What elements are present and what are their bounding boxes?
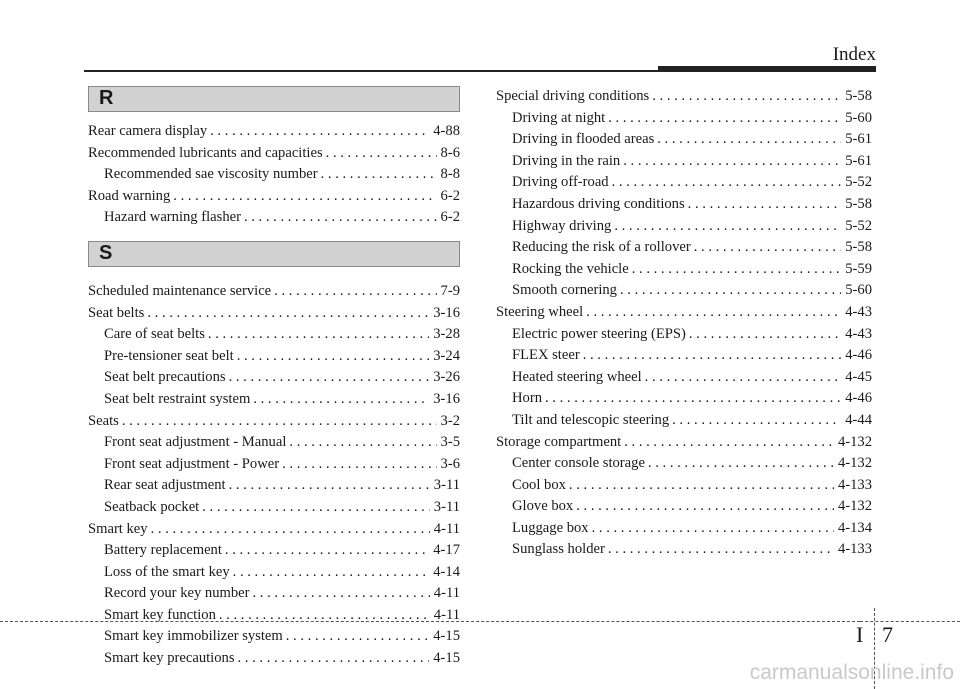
index-subentry xyxy=(88,648,460,670)
entry-label: Battery replacement xyxy=(104,542,222,559)
dot-leader xyxy=(253,583,430,605)
entry-page-number: 4-14 xyxy=(433,563,460,580)
index-subentry xyxy=(88,540,460,562)
entry-page-number: 3-16 xyxy=(433,390,460,407)
dot-leader xyxy=(645,367,842,389)
entry-label: Front seat adjustment - Manual xyxy=(104,434,287,451)
entry-page-number: 4-133 xyxy=(837,541,872,558)
entry-label: Record your key number xyxy=(104,585,250,602)
entry-label: Sunglass holder xyxy=(512,541,605,558)
index-entry xyxy=(88,519,460,541)
entry-page-number: 5-60 xyxy=(845,282,872,299)
index-subentry xyxy=(88,475,460,497)
dot-leader xyxy=(229,367,430,389)
dot-leader xyxy=(326,143,437,165)
entry-label: Smart key immobilizer system xyxy=(104,628,283,645)
index-subentry xyxy=(496,194,872,216)
dot-leader xyxy=(219,605,430,627)
entry-page-number: 3-26 xyxy=(433,369,460,386)
dot-leader xyxy=(624,432,834,454)
dot-leader xyxy=(233,562,430,584)
entry-page-number: 4-11 xyxy=(433,585,460,602)
index-subentry xyxy=(88,207,460,229)
entry-label: Seat belts xyxy=(88,304,145,321)
dot-leader xyxy=(122,411,437,433)
entry-page-number: 7-9 xyxy=(440,282,460,299)
entry-page-number: 4-45 xyxy=(845,368,872,385)
dot-leader xyxy=(202,497,430,519)
index-list-right xyxy=(496,86,872,561)
entry-label: Front seat adjustment - Power xyxy=(104,455,280,472)
watermark: carmanualsonline.info xyxy=(749,661,954,684)
section-letter: S xyxy=(99,242,113,265)
entry-label: Care of seat belts xyxy=(104,326,205,343)
index-subentry xyxy=(496,237,872,259)
index-subentry xyxy=(496,388,872,410)
entry-label: Smart key precautions xyxy=(104,650,235,667)
entry-label: Rear seat adjustment xyxy=(104,477,226,494)
entry-label: Rear camera display xyxy=(88,123,208,139)
index-subentry xyxy=(496,496,872,518)
dot-leader xyxy=(620,280,841,302)
index-entry xyxy=(88,411,460,433)
entry-label: Hazardous driving conditions xyxy=(512,195,685,212)
index-entry xyxy=(496,432,872,454)
entry-label: Seat belt precautions xyxy=(104,369,226,386)
entry-label: Cool box xyxy=(512,476,566,493)
index-subentry xyxy=(88,497,460,519)
entry-page-number: 4-43 xyxy=(845,325,872,342)
dot-leader xyxy=(689,324,841,346)
index-subentry xyxy=(496,453,872,475)
entry-page-number: 4-44 xyxy=(845,411,872,428)
index-list-r xyxy=(88,121,460,229)
entry-page-number: 5-61 xyxy=(845,131,872,148)
entry-label: Seat belt restraint system xyxy=(104,390,251,407)
dot-leader xyxy=(652,86,841,108)
entry-page-number: 5-59 xyxy=(845,260,872,277)
entry-label: Steering wheel xyxy=(496,303,584,320)
index-subentry xyxy=(496,518,872,540)
dot-leader xyxy=(586,302,841,324)
entry-page-number: 5-58 xyxy=(845,88,872,104)
entry-label: Smart key xyxy=(88,520,148,537)
index-list-s xyxy=(88,281,460,670)
entry-label: FLEX steer xyxy=(512,347,580,364)
dot-leader xyxy=(225,540,429,562)
index-subentry xyxy=(496,216,872,238)
entry-page-number: 4-46 xyxy=(845,347,872,364)
index-entry xyxy=(88,281,460,303)
entry-page-number: 4-17 xyxy=(433,542,460,559)
dot-leader xyxy=(608,108,841,130)
dot-leader xyxy=(623,151,841,173)
index-subentry xyxy=(88,324,460,346)
dot-leader xyxy=(244,207,437,229)
dot-leader xyxy=(612,172,842,194)
entry-page-number: 3-11 xyxy=(433,498,460,515)
index-subentry xyxy=(496,172,872,194)
dot-leader xyxy=(282,454,436,476)
index-subentry xyxy=(496,475,872,497)
entry-label: Recommended lubricants and capacities xyxy=(88,144,323,161)
dot-leader xyxy=(583,345,842,367)
entry-page-number: 3-16 xyxy=(433,304,460,321)
entry-label: Rocking the vehicle xyxy=(512,260,629,277)
entry-page-number: 5-58 xyxy=(845,239,872,256)
dot-leader xyxy=(576,496,834,518)
entry-label: Scheduled maintenance service xyxy=(88,282,272,299)
index-subentry xyxy=(496,108,872,130)
entry-label: Pre-tensioner seat belt xyxy=(104,347,234,364)
entry-label: Highway driving xyxy=(512,217,612,234)
entry-page-number: 3-6 xyxy=(440,455,460,472)
index-entry xyxy=(496,302,872,324)
dot-leader xyxy=(208,324,429,346)
entry-label: Driving in flooded areas xyxy=(512,131,655,148)
header-rule-accent xyxy=(658,66,876,72)
index-subentry xyxy=(496,129,872,151)
entry-label: Driving at night xyxy=(512,109,606,126)
entry-page-number: 8-8 xyxy=(440,166,460,183)
entry-label: Special driving conditions xyxy=(496,88,650,104)
entry-page-number: 4-88 xyxy=(433,123,460,139)
index-entry xyxy=(88,121,460,143)
index-subentry xyxy=(496,280,872,302)
footer-crop-line xyxy=(860,621,960,622)
entry-page-number: 3-11 xyxy=(433,477,460,494)
entry-page-number: 5-60 xyxy=(845,109,872,126)
index-subentry xyxy=(88,562,460,584)
dot-leader xyxy=(569,475,834,497)
entry-label: Glove box xyxy=(512,498,574,515)
entry-page-number: 4-133 xyxy=(837,476,872,493)
dot-leader xyxy=(173,186,436,208)
entry-page-number: 6-2 xyxy=(440,187,460,204)
index-subentry xyxy=(496,259,872,281)
dot-leader xyxy=(592,518,834,540)
index-entry xyxy=(88,143,460,165)
entry-page-number: 3-24 xyxy=(433,347,460,364)
dot-leader xyxy=(229,475,430,497)
entry-page-number: 4-132 xyxy=(837,455,872,472)
dot-leader xyxy=(657,129,841,151)
entry-label: Smart key function xyxy=(104,606,216,623)
section-header-r xyxy=(88,86,460,112)
dot-leader xyxy=(237,346,430,368)
dot-leader xyxy=(253,389,429,411)
index-subentry xyxy=(88,605,460,627)
index-entry xyxy=(496,86,872,108)
entry-label: Loss of the smart key xyxy=(104,563,230,580)
footer-page-number: 7 xyxy=(882,622,893,647)
index-subentry xyxy=(88,389,460,411)
dot-leader xyxy=(151,519,430,541)
entry-page-number: 4-132 xyxy=(837,433,872,450)
index-subentry xyxy=(88,626,460,648)
index-subentry xyxy=(88,367,460,389)
footer-section-letter: I xyxy=(856,622,864,647)
section-letter: R xyxy=(99,87,114,110)
dot-leader xyxy=(238,648,430,670)
entry-label: Reducing the risk of a rollover xyxy=(512,239,691,256)
entry-label: Center console storage xyxy=(512,455,645,472)
entry-page-number: 4-11 xyxy=(433,520,460,537)
entry-label: Driving off-road xyxy=(512,174,609,191)
entry-page-number: 5-52 xyxy=(845,217,872,234)
entry-label: Heated steering wheel xyxy=(512,368,642,385)
dot-leader xyxy=(648,453,834,475)
index-subentry xyxy=(88,454,460,476)
dot-leader xyxy=(274,281,436,303)
index-subentry xyxy=(496,324,872,346)
index-subentry xyxy=(88,583,460,605)
entry-page-number: 5-61 xyxy=(845,152,872,169)
entry-label: Driving in the rain xyxy=(512,152,621,169)
page-title: Index xyxy=(832,44,876,65)
dot-leader xyxy=(632,259,842,281)
dot-leader xyxy=(688,194,842,216)
entry-label: Seatback pocket xyxy=(104,498,200,515)
index-subentry xyxy=(496,410,872,432)
entry-page-number: 4-132 xyxy=(837,498,872,515)
section-header-s xyxy=(88,241,460,267)
entry-page-number: 3-5 xyxy=(440,434,460,451)
dot-leader xyxy=(608,539,834,561)
entry-label: Luggage box xyxy=(512,519,589,536)
dot-leader xyxy=(210,121,429,143)
entry-label: Horn xyxy=(512,390,542,407)
index-entry xyxy=(88,186,460,208)
entry-label: Seats xyxy=(88,412,119,429)
dot-leader xyxy=(286,626,429,648)
dot-leader xyxy=(545,388,841,410)
dot-leader xyxy=(321,164,437,186)
entry-page-number: 4-134 xyxy=(837,519,872,536)
dot-leader xyxy=(614,216,841,238)
index-subentry xyxy=(88,346,460,368)
entry-page-number: 3-28 xyxy=(433,326,460,343)
footer-crop-line xyxy=(0,621,860,622)
right-column xyxy=(496,86,872,561)
entry-page-number: 4-43 xyxy=(845,303,872,320)
entry-page-number: 4-11 xyxy=(433,606,460,623)
entry-label: Tilt and telescopic steering xyxy=(512,411,670,428)
entry-label: Electric power steering (EPS) xyxy=(512,325,686,342)
entry-label: Hazard warning flasher xyxy=(104,209,241,226)
entry-page-number: 5-58 xyxy=(845,195,872,212)
index-subentry xyxy=(496,539,872,561)
entry-page-number: 4-46 xyxy=(845,390,872,407)
entry-label: Recommended sae viscosity number xyxy=(104,166,318,183)
dot-leader xyxy=(672,410,841,432)
entry-page-number: 4-15 xyxy=(433,650,460,667)
entry-page-number: 5-52 xyxy=(845,174,872,191)
entry-label: Smooth cornering xyxy=(512,282,617,299)
entry-page-number: 3-2 xyxy=(440,412,460,429)
index-entry xyxy=(88,303,460,325)
left-column xyxy=(88,86,460,670)
index-subentry xyxy=(88,164,460,186)
dot-leader xyxy=(289,432,436,454)
dot-leader xyxy=(147,303,429,325)
entry-label: Road warning xyxy=(88,187,171,204)
index-subentry xyxy=(496,151,872,173)
entry-page-number: 4-15 xyxy=(433,628,460,645)
entry-page-number: 8-6 xyxy=(440,144,460,161)
index-subentry xyxy=(496,367,872,389)
index-subentry xyxy=(88,432,460,454)
entry-label: Storage compartment xyxy=(496,433,622,450)
index-subentry xyxy=(496,345,872,367)
entry-page-number: 6-2 xyxy=(440,209,460,226)
dot-leader xyxy=(694,237,842,259)
